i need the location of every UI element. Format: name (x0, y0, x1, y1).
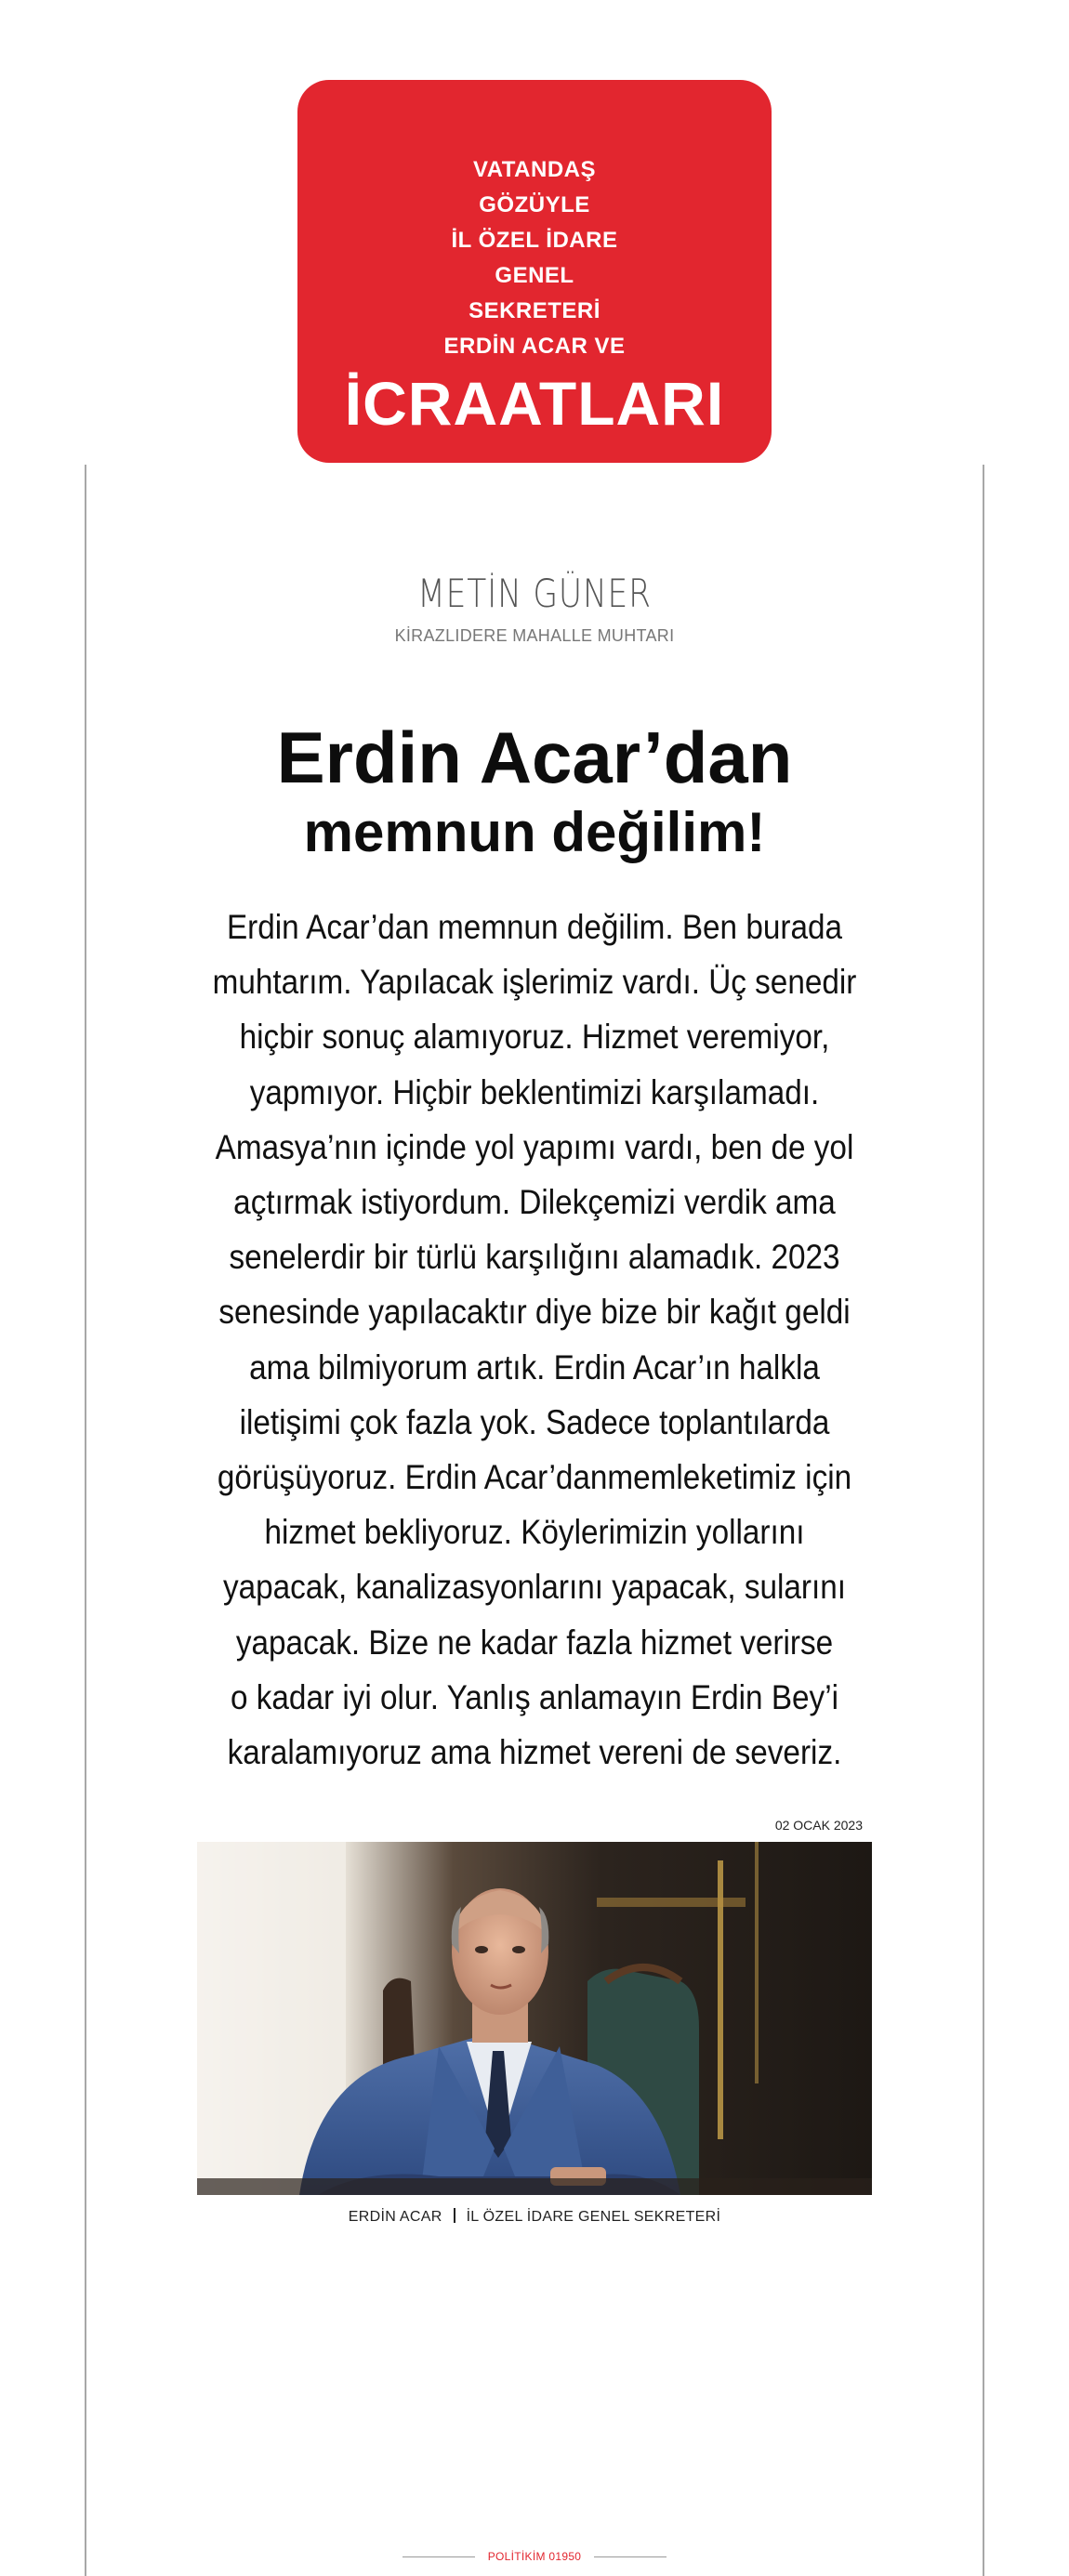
headline-line-1: Erdin Acar’dan (276, 716, 793, 798)
body-line: yapacak, kanalizasyonlarını yapacak, sularını (222, 1568, 847, 1607)
body-line: hiçbir sonuç alamıyoruz. Hizmet veremiyor, (239, 1018, 830, 1057)
body-line: yapmıyor. Hiçbir beklentimizi karşılamadı. (249, 1072, 820, 1111)
body-line: Erdin Acar’dan memnun değilim. Ben burada (226, 908, 843, 946)
section-badge (297, 80, 772, 463)
body-line: iletişimi çok fazla yok. Sadece toplantılarda (239, 1402, 830, 1441)
footer-rule-left (403, 2556, 475, 2557)
portrait-photo (197, 1842, 872, 2195)
body-line: hizmet bekliyoruz. Köylerimizin yollarını (264, 1513, 805, 1552)
badge-line: VATANDAŞ (473, 157, 596, 182)
body-line: karalamıyoruz ama hizmet vereni de severiz. (227, 1733, 842, 1772)
author-role: KİRAZLIDERE MAHALLE MUHTARI (394, 626, 675, 645)
body-line: muhtarım. Yapılacak işlerimiz vardı. Üç senedir (212, 963, 857, 1002)
badge-line: SEKRETERİ (469, 298, 600, 323)
caption-title: İL ÖZEL İDARE GENEL SEKRETERİ (466, 2209, 721, 2225)
body-line: yapacak. Bize ne kadar fazla hizmet verirse (235, 1623, 834, 1662)
badge-line: ERDİN ACAR VE (443, 334, 626, 359)
body-line: ama bilmiyorum artık. Erdin Acar’ın halkla (249, 1347, 820, 1387)
badge-title: İCRAATLARI (344, 369, 725, 438)
body-line: o kadar iyi olur. Yanlış anlamayın Erdin Bey’i (230, 1677, 838, 1716)
footer-text: POLİTİKİM 01950 (487, 2550, 582, 2563)
article-date: 02 OCAK 2023 (774, 1818, 863, 1833)
badge-line: İL ÖZEL İDARE (451, 228, 618, 253)
headline-line-2: memnun değilim! (303, 801, 766, 863)
article-body (208, 900, 861, 1780)
photo-caption (0, 2208, 1069, 2226)
page-footer (0, 2550, 1069, 2563)
body-line: görüşüyoruz. Erdin Acar’danmemleketimiz için (217, 1458, 852, 1497)
article-headline (0, 716, 1069, 866)
caption-name: ERDİN ACAR (348, 2209, 442, 2225)
body-line: açtırmak istiyordum. Dilekçemizi verdik ama (233, 1183, 836, 1222)
footer-rule-right (594, 2556, 666, 2557)
body-line: Amasya’nın içinde yol yapımı vardı, ben de yol (215, 1127, 854, 1166)
badge-line: GÖZÜYLE (479, 192, 590, 217)
body-line: senelerdir bir türlü karşılığını alamadık. 2023 (229, 1238, 840, 1277)
body-line: senesinde yapılacaktır diye bize bir kağıt geldi (218, 1293, 851, 1332)
caption-separator (454, 2208, 455, 2223)
badge-line: GENEL (495, 263, 574, 288)
author-name: METİN GÜNER (417, 571, 652, 616)
